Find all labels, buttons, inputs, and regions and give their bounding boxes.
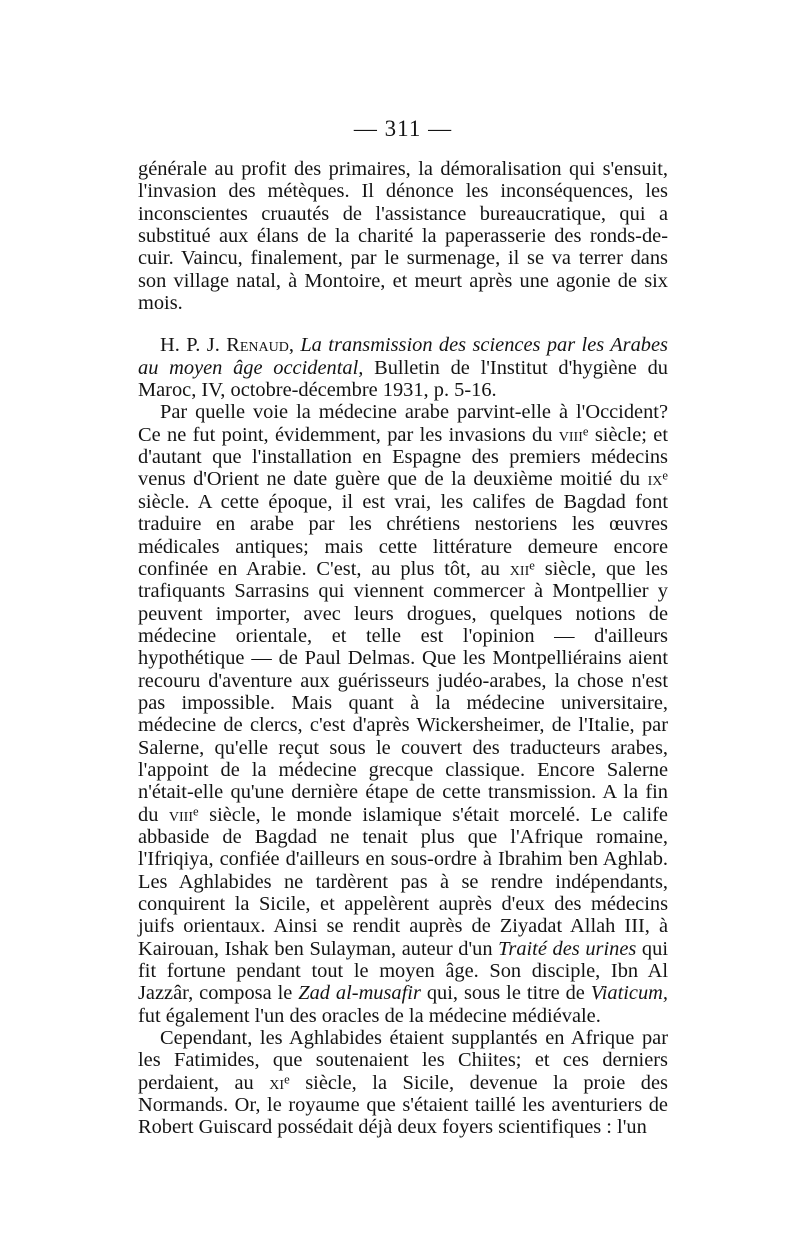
- text-run: fut également l'un des oracles de la médecine médiévale.: [138, 1004, 601, 1027]
- paragraph-transmission: [138, 401, 668, 1027]
- paragraph-continuation: générale au profit des primaires, la démoralisation qui s'ensuit, l'invasion des métèques. Il dénonce les inconséquences, les inconscientes cruautés de l'assistance bureaucratique, qui a substitué aux élans de la charité la paperasserie des ronds-de-cuir. Vaincu, finalement, par le surmenage, il se va terrer dans son village natal, à Montoire, et meurt après une agonie de six mois.: [138, 158, 668, 315]
- text-run: siècle, la Sicile, devenue la proie des Normands. Or, le royaume que s'étaient taillé les aventuriers de Robert Guiscard possédait déjà deux foyers scientifiques : l'un: [138, 1071, 668, 1139]
- work-title: Traité des urines: [498, 937, 637, 960]
- superscript: e: [284, 1072, 290, 1087]
- century-numeral: xi: [269, 1071, 285, 1094]
- book-page: [138, 114, 668, 1139]
- century-numeral: viii: [168, 803, 194, 826]
- superscript: e: [582, 424, 589, 439]
- superscript: e: [662, 468, 668, 483]
- superscript: e: [193, 803, 199, 818]
- reference-publication: Bulletin de l'Institut d'hygiène du Maroc, IV, octobre-décembre 1931, p. 5-16.: [138, 356, 668, 402]
- text-run: Cependant, les Aghlabides étaient supplantés en Afrique par les Fatimides, que soutenaient les Chiites; et ces derniers perdaient, au: [138, 1027, 668, 1094]
- text-run: qui, sous le titre de: [420, 982, 591, 1005]
- text-run: qui fit fortune pendant tout le moyen âge. Son disciple, Ibn Al Jazzâr, composa le: [138, 937, 668, 1005]
- reference-initials: H. P. J.: [160, 334, 220, 357]
- text-run: Par quelle voie la médecine arabe parvint-elle à l'Occident? Ce ne fut point, évidemment, par les invasions du: [138, 401, 668, 446]
- superscript: e: [529, 558, 535, 573]
- century-numeral: viii: [558, 423, 583, 446]
- century-numeral: xii: [509, 557, 530, 580]
- bibliographic-reference: [138, 334, 668, 401]
- page-number: — 311 —: [353, 116, 453, 141]
- reference-author: Renaud,: [226, 334, 294, 357]
- paragraph-normans: [138, 1027, 668, 1139]
- text-run: siècle, que les trafiquants Sarrasins qui viennent commercer à Montpellier y peuvent importer, avec leurs drogues, quelques notions de médecine orientale, et telle est l'opinion — d'ailleurs hypothétique — de Paul Delmas. Que les Montpelliérains aient recouru d'aventure aux guérisseurs judéo-arabes, la chose n'est pas impossible. Mais quant à la médecine universitaire, médecine de clercs, c'est d'après Wickersheimer, de l'Italie, par Salerne, qu'elle reçut sous le couvert des traducteurs arabes, l'appoint de la médecine grecque classique. Encore Salerne n'était-elle qu'une dernière étape de cette transmission. A la fin du: [138, 557, 668, 826]
- work-title: Viaticum,: [590, 982, 668, 1005]
- text-run: siècle. A cette époque, il est vrai, les califes de Bagdad font traduire en arabe par les chrétiens nestoriens les œuvres médicales antiques; mais cette littérature demeure encore confinée en Arabie. C'est, au plus tôt, au: [138, 490, 668, 580]
- text-run: siècle; et d'autant que l'installation en Espagne des premiers médecins venus d'Orient ne date guère que de la deuxième moitié du: [138, 423, 668, 491]
- century-numeral: ix: [647, 468, 663, 491]
- work-title: Zad al-musafir: [298, 982, 421, 1005]
- reference-title: La transmission des sciences par les Arabes au moyen âge occidental,: [138, 334, 668, 379]
- text-run: siècle, le monde islamique s'était morcelé. Le calife abbaside de Bagdad ne tenait plus que l'Afrique romaine, l'Ifriqiya, confiée d'ailleurs en sous-ordre à Ibrahim ben Aghlab. Les Aghlabides ne tardèrent pas à se rendre indépendants, conquirent la Sicile, et appelèrent auprès d'eux des médecins juifs orientaux. Ainsi se rendit auprès de Ziyadat Allah III, à Kairouan, Ishak ben Sulayman, auteur d'un: [138, 803, 668, 960]
